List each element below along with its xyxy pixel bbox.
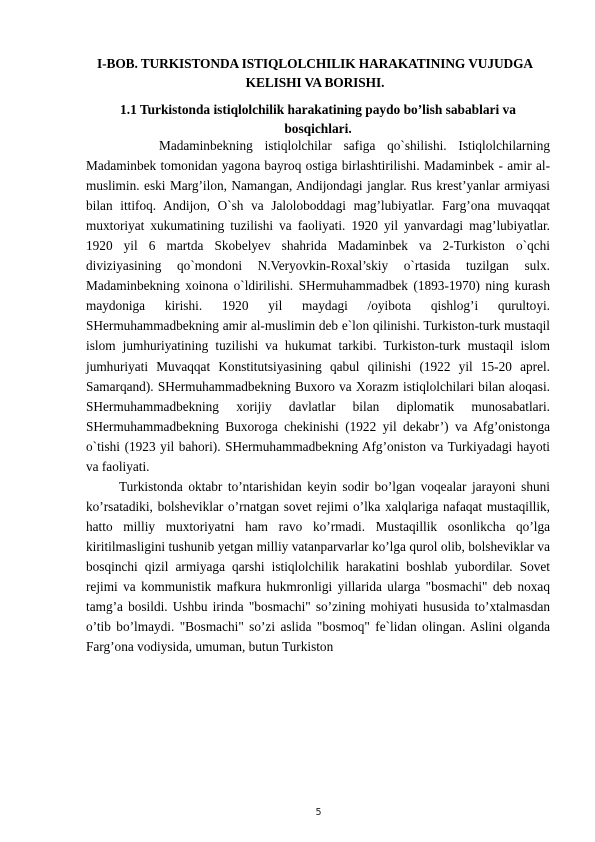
body-text	[86, 136, 550, 657]
page-number: 5	[315, 807, 322, 818]
section-title: 1.1 Turkistonda istiqlolchilik harakatining paydo bo’lish sabablari va bosqichlari.	[120, 102, 516, 136]
chapter-title: I-BOB. TURKISTONDA ISTIQLOLCHILIK HARAKATINING VUJUDGA KELISHI VA BORISHI.	[97, 56, 533, 90]
paragraph: Turkistonda oktabr to’ntarishidan keyin sodir bo’lgan voqealar jarayoni shuni ko’rsatadiki, bolsheviklar o’rnatgan sovet rejimi o’lka xalqlariga nafaqat mustaqillik, hatto milliy muxtoriyatni ham ravo ko’rmadi. Mustaqillik osonlikcha qo’lga kiritilmasligini tushunib yetgan milliy vatanparvarlar ko’lga qurol olib, bolsheviklar va bosqinchi qizil armiyaga qarshi istiqlolchilik harakatini boshlab yubordilar. Sovet rejimi va kommunistik mafkura hukmronligi yillarida ularga "bosmachi" deb noxaq tamg’a bosildi. Ushbu irinda "bosmachi" so’zining mohiyati hususida to’xtalmasdan o’tib bo’lmaydi. "Bosmachi" so’zi aslida "bosmoq" fe`lidan olingan. Aslini olganda Farg’ona vodiysida, umuman, butun Turkiston	[86, 478, 550, 655]
paragraph: Madaminbekning istiqlolchilar safiga qo`shilishi. Istiqlolchilarning Madaminbek tomonidan yagona bayroq ostiga birlashtirilishi. Madaminbek - amir al-muslimin. eski Marg’ilon, Namangan, Andijondagi janglar. Rus krest’yanlar armiyasi bilan ittifoq. Andijon, O`sh va Jaloloboddagi mag’lubiyatlar. Farg’ona muvaqqat muxtoriyat xukumatining tuzilishi va faoliyati. 1920 yil yanvardagi mag’lubiyatlar. 1920 yil 6 martda Skobelyev shahrida Madaminbek va 2-Turkiston o`qchi diviziyasining qo`mondoni N.Veryovkin-Roxal’skiy o`rtasida tuzilgan sulx. Madaminbekning xoinona o`ldirilishi. SHermuhammadbek (1893-1970) ning kurash maydoniga kirishi. 1920 yil maydagi /oyibota qishlog’i qurultoyi. SHermuhammadbekning amir al-muslimin deb e`lon qilinishi. Turkiston-turk mustaqil islom jumhuriyatining tuzilishi va hukumat tarkibi. Turkiston-turk mustaqil islom jumhuriyati Muvaqqat Konstitutsiyasining qabul qilinishi (1922 yil 15-20 aprel. Samarqand). SHermuhammadbekning Buxoro va Xorazm istiqlolchilari bilan aloqasi. SHermuhammadbekning xorijiy davlatlar bilan diplomatik munosabatlari. SHermuhammadbekning Buxoroga chekinishi (1922 yil dekabr’) va Afg’onistonga o`tishi (1923 yil bahori). SHermuhammadbekning Afg’oniston va Turkiyadagi hayoti va faoliyati.	[86, 138, 550, 474]
